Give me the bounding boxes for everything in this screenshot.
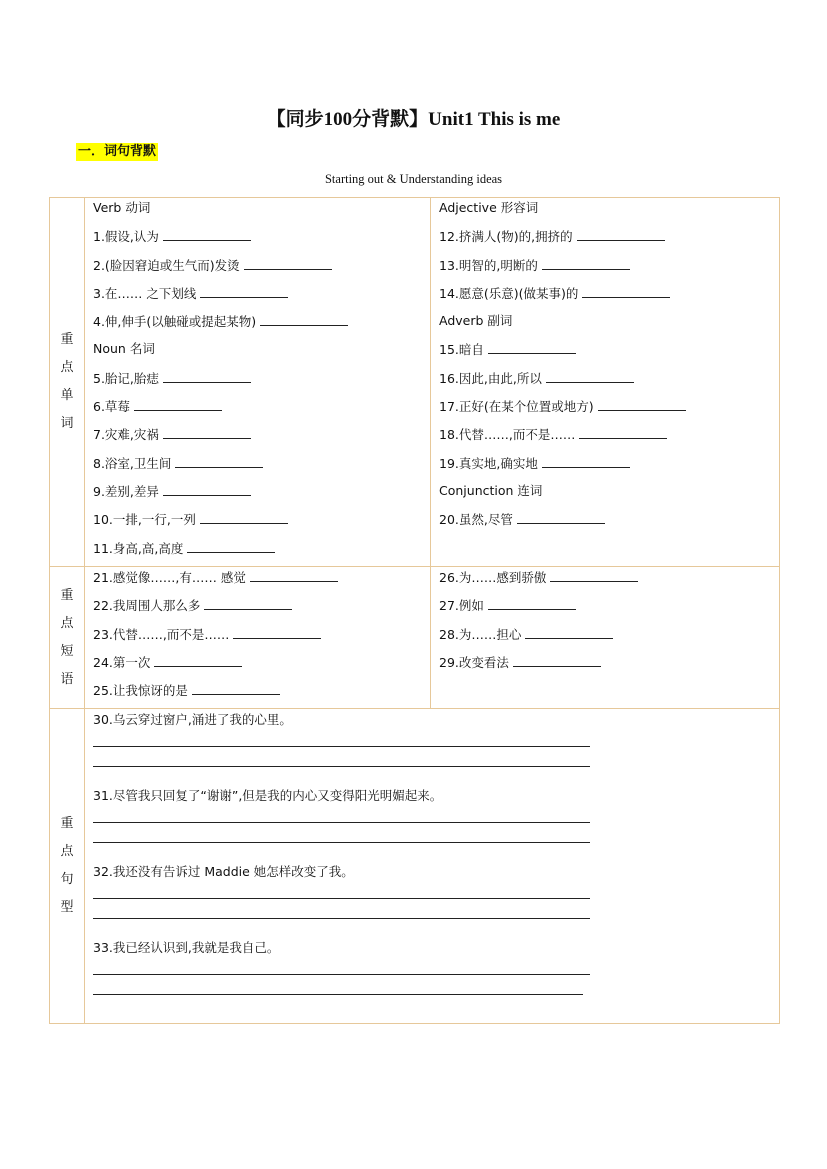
vocab-item <box>431 595 779 623</box>
sentence-prompt: 31.尽管我只回复了“谢谢”,但是我的内心又变得阳光明媚起来。 <box>93 788 443 804</box>
item-text: 9.差别,差异 <box>93 483 159 499</box>
item-text: 18.代替……,而不是…… <box>439 427 576 443</box>
item-text: 26.为……感到骄傲 <box>439 570 547 585</box>
label-char: 句 <box>60 872 74 888</box>
item-text: Adverb 副词 <box>439 313 513 329</box>
item-text: 19.真实地,确实地 <box>439 455 538 471</box>
item-text: 6.草莓 <box>93 399 130 415</box>
item-text: 24.第一次 <box>93 654 151 670</box>
answer-blank[interactable] <box>192 680 280 695</box>
item-text: 20.虽然,尽管 <box>439 512 513 528</box>
vocab-item <box>431 339 779 367</box>
vocab-item <box>85 255 430 283</box>
category-heading <box>431 481 779 509</box>
item-text: 25.让我惊讶的是 <box>93 683 188 699</box>
answer-blank[interactable] <box>204 595 292 610</box>
item-text: 13.明智的,明断的 <box>439 257 538 273</box>
label-char: 短 <box>60 643 74 659</box>
item-text: 29.改变看法 <box>439 654 509 670</box>
item-text: Adjective 形容词 <box>439 200 539 215</box>
vocab-item <box>431 396 779 424</box>
vocab-item <box>431 509 779 537</box>
label-char: 词 <box>60 416 74 431</box>
vocab-item <box>85 453 430 481</box>
subtitle: Starting out & Understanding ideas <box>324 172 503 186</box>
item-text: 7.灾难,灾祸 <box>93 427 159 443</box>
answer-blank[interactable] <box>163 424 251 439</box>
worksheet-table <box>49 197 780 1024</box>
answer-blank[interactable] <box>550 567 638 582</box>
vocab-item <box>85 652 430 680</box>
answer-blank[interactable] <box>244 255 332 270</box>
item-text: 3.在…… 之下划线 <box>93 285 197 301</box>
vocab-item <box>431 368 779 396</box>
label-char: 重 <box>60 332 74 347</box>
answer-blank[interactable] <box>488 339 576 354</box>
phrases-right-cell <box>431 567 780 709</box>
sentences-label <box>50 709 85 1024</box>
item-text: Verb 动词 <box>93 200 151 215</box>
item-text: 10.一排,一行,一列 <box>93 512 196 528</box>
vocab-item <box>431 255 779 283</box>
vocab-item <box>431 226 779 254</box>
item-text: 1.假设,认为 <box>93 229 159 245</box>
item-text: 16.因此,由此,所以 <box>439 370 542 386</box>
answer-blank[interactable] <box>542 453 630 468</box>
vocab-item <box>85 538 430 566</box>
phrases-left-cell <box>85 567 431 709</box>
answer-blank[interactable] <box>200 283 288 298</box>
answer-blank[interactable] <box>546 368 634 383</box>
vocab-item <box>85 396 430 424</box>
answer-blank[interactable] <box>513 652 601 667</box>
vocab-item <box>85 311 430 339</box>
category-heading <box>85 198 430 226</box>
item-text: 11.身高,高,高度 <box>93 540 184 556</box>
answer-blank[interactable] <box>579 424 667 439</box>
item-text: 28.为……担心 <box>439 626 522 642</box>
category-heading <box>85 339 430 367</box>
label-char: 语 <box>60 671 74 687</box>
item-text: 15.暗自 <box>439 342 484 358</box>
answer-line[interactable] <box>93 975 583 995</box>
vocab-item <box>85 509 430 537</box>
label-char: 型 <box>60 900 74 916</box>
answer-line[interactable] <box>93 731 590 747</box>
answer-line[interactable] <box>93 823 590 843</box>
item-text: 5.胎记,胎痣 <box>93 370 159 386</box>
answer-line[interactable] <box>93 747 590 767</box>
sentences-cell <box>85 709 780 1024</box>
sentence-prompt: 33.我已经认识到,我就是我自己。 <box>93 940 280 956</box>
item-text: Noun 名词 <box>93 341 155 357</box>
answer-blank[interactable] <box>598 396 686 411</box>
label-char: 重 <box>60 816 74 832</box>
section-heading: 一．词句背默 <box>78 144 157 159</box>
answer-blank[interactable] <box>250 567 338 582</box>
answer-blank[interactable] <box>542 255 630 270</box>
vocab-item <box>85 567 430 595</box>
words-left-cell <box>85 198 431 567</box>
phrases-label <box>50 567 85 709</box>
sentence-prompt: 30.乌云穿过窗户,涌进了我的心里。 <box>93 712 292 728</box>
answer-blank[interactable] <box>525 624 613 639</box>
item-text: 8.浴室,卫生间 <box>93 455 172 471</box>
category-heading <box>431 311 779 339</box>
item-text: 23.代替……,而不是…… <box>93 626 230 642</box>
label-char: 点 <box>60 615 74 631</box>
answer-blank[interactable] <box>582 283 670 298</box>
vocab-item <box>85 595 430 623</box>
answer-blank[interactable] <box>577 226 665 241</box>
item-text: 2.(脸因窘迫或生气而)发烫 <box>93 257 240 273</box>
answer-blank[interactable] <box>134 396 222 411</box>
item-text: 12.挤满人(物)的,拥挤的 <box>439 229 573 245</box>
answer-blank[interactable] <box>517 509 605 524</box>
item-text: 22.我周围人那么多 <box>93 598 201 614</box>
answer-line[interactable] <box>93 959 590 975</box>
answer-line[interactable] <box>93 899 590 919</box>
sentence-prompt: 32.我还没有告诉过 Maddie 她怎样改变了我。 <box>93 864 354 880</box>
answer-blank[interactable] <box>163 226 251 241</box>
vocab-item <box>431 453 779 481</box>
label-char: 点 <box>60 844 74 860</box>
vocab-item <box>85 481 430 509</box>
vocab-item <box>431 283 779 311</box>
item-text: 14.愿意(乐意)(做某事)的 <box>439 285 579 301</box>
vocab-item <box>85 368 430 396</box>
item-text: 4.伸,伸手(以触碰或提起某物) <box>93 314 257 330</box>
category-heading <box>431 198 779 226</box>
vocab-item <box>85 680 430 708</box>
label-char: 点 <box>60 360 74 375</box>
answer-line[interactable] <box>93 883 590 899</box>
vocab-item <box>85 624 430 652</box>
label-char: 单 <box>60 388 74 403</box>
vocab-item <box>431 567 779 595</box>
item-text: Conjunction 连词 <box>439 482 543 498</box>
answer-blank[interactable] <box>233 624 321 639</box>
words-label <box>50 198 85 567</box>
item-text: 21.感觉像……,有…… 感觉 <box>93 570 246 585</box>
words-right-cell <box>431 198 780 567</box>
answer-blank[interactable] <box>163 481 251 496</box>
answer-blank[interactable] <box>163 368 251 383</box>
item-text: 27.例如 <box>439 598 484 614</box>
answer-blank[interactable] <box>187 538 275 553</box>
answer-line[interactable] <box>93 807 590 823</box>
vocab-item <box>85 283 430 311</box>
vocab-item <box>85 424 430 452</box>
answer-blank[interactable] <box>260 311 348 326</box>
item-text: 17.正好(在某个位置或地方) <box>439 399 594 415</box>
vocab-item <box>85 226 430 254</box>
vocab-item <box>431 652 779 680</box>
page-title: 【同步100分背默】Unit1 This is me <box>266 109 561 130</box>
answer-blank[interactable] <box>488 595 576 610</box>
answer-blank[interactable] <box>154 652 242 667</box>
answer-blank[interactable] <box>175 453 263 468</box>
answer-blank[interactable] <box>200 509 288 524</box>
vocab-item <box>431 424 779 452</box>
vocab-item <box>431 624 779 652</box>
label-char: 重 <box>60 587 74 603</box>
